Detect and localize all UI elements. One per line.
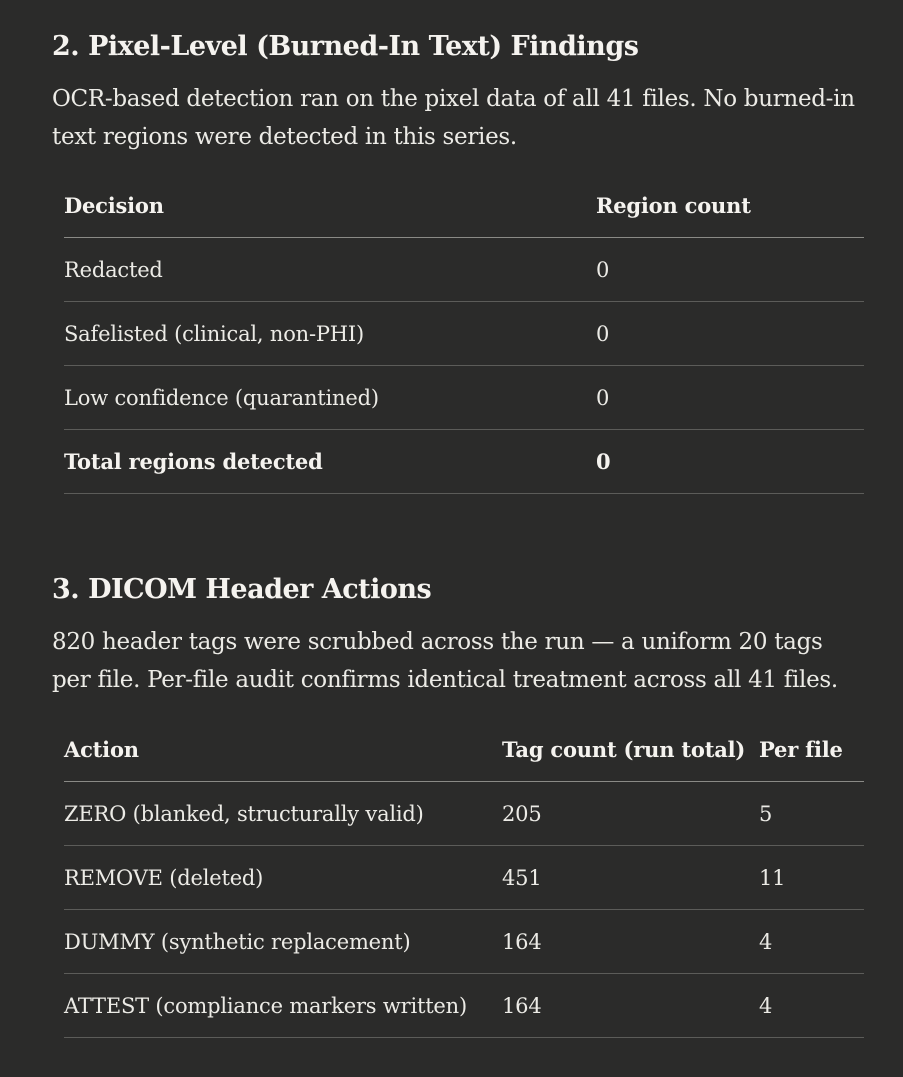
table-row <box>64 238 864 302</box>
action-cell: DUMMY (synthetic replacement) <box>64 910 502 974</box>
table-row <box>64 302 864 366</box>
decision-cell: Low confidence (quarantined) <box>64 366 596 430</box>
column-header-action: Action <box>64 717 502 782</box>
per-file-cell: 4 <box>759 910 864 974</box>
action-cell: ATTEST (compliance markers written) <box>64 974 502 1038</box>
section-2-description: OCR-based detection ran on the pixel data of all 41 files. No burned-in text regions were detected in this series. <box>52 86 855 150</box>
region-count-cell: 0 <box>596 366 864 430</box>
table-header-row <box>64 717 864 782</box>
table-row <box>64 366 864 430</box>
table-row <box>64 782 864 846</box>
section-3-description: 820 header tags were scrubbed across the run — a uniform 20 tags per file. Per-file audit confirms identical treatment across all 41 files. <box>52 629 838 693</box>
table-row <box>64 974 864 1038</box>
header-actions-table <box>64 717 864 1038</box>
table-row <box>64 910 864 974</box>
total-label-cell: Total regions detected <box>64 430 596 494</box>
decision-cell: Redacted <box>64 238 596 302</box>
tag-count-cell: 164 <box>502 910 759 974</box>
tag-count-cell: 205 <box>502 782 759 846</box>
decision-cell: Safelisted (clinical, non-PHI) <box>64 302 596 366</box>
action-cell: ZERO (blanked, structurally valid) <box>64 782 502 846</box>
pixel-findings-table <box>64 173 864 494</box>
total-row <box>64 430 864 494</box>
column-header-region-count: Region count <box>596 173 864 238</box>
table-header-row <box>64 173 864 238</box>
section-2-heading: 2. Pixel-Level (Burned-In Text) Findings <box>52 31 639 62</box>
action-cell: REMOVE (deleted) <box>64 846 502 910</box>
column-header-per-file: Per file <box>759 717 864 782</box>
column-header-tag-count: Tag count (run total) <box>502 717 759 782</box>
region-count-cell: 0 <box>596 302 864 366</box>
column-header-decision: Decision <box>64 173 596 238</box>
region-count-cell: 0 <box>596 238 864 302</box>
tag-count-cell: 164 <box>502 974 759 1038</box>
table-row <box>64 846 864 910</box>
total-value-cell: 0 <box>596 430 864 494</box>
per-file-cell: 4 <box>759 974 864 1038</box>
tag-count-cell: 451 <box>502 846 759 910</box>
per-file-cell: 11 <box>759 846 864 910</box>
section-3-heading: 3. DICOM Header Actions <box>52 574 432 605</box>
per-file-cell: 5 <box>759 782 864 846</box>
